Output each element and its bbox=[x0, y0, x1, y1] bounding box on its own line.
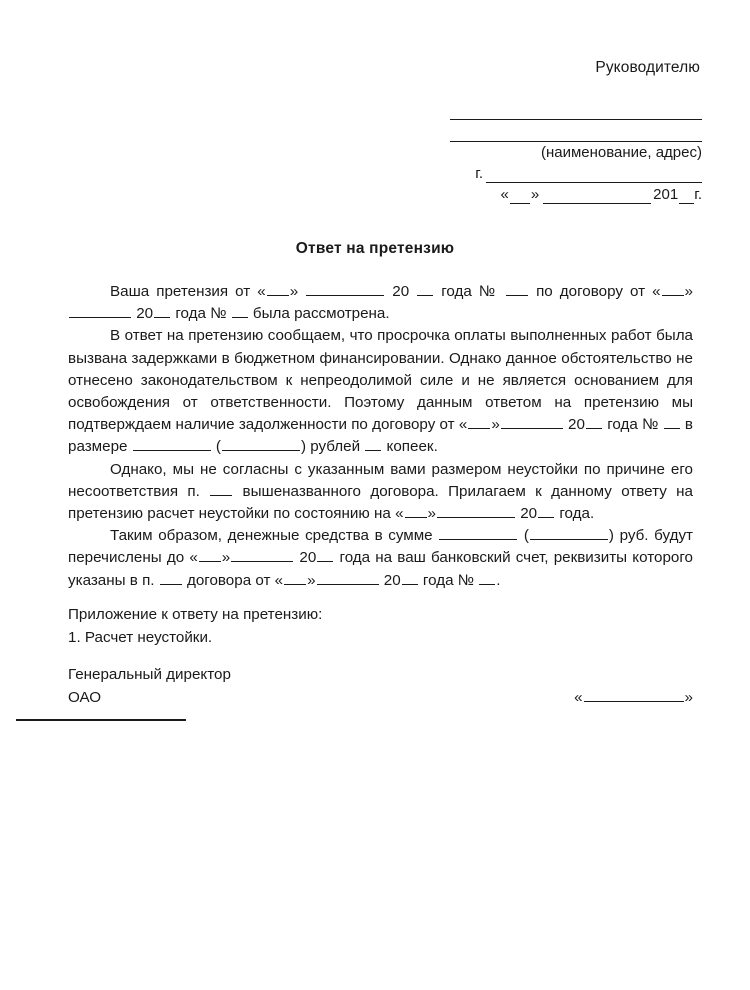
p2-number-blank bbox=[664, 415, 680, 429]
attachments-block bbox=[68, 604, 668, 649]
p1-month-blank bbox=[306, 282, 384, 296]
paragraph-4 bbox=[68, 525, 693, 592]
p1-contract-month-blank bbox=[69, 304, 131, 318]
p1-text-3: 20 bbox=[385, 283, 417, 300]
p4-contract-number-blank bbox=[479, 571, 495, 585]
p1-text-7: 20 bbox=[132, 305, 154, 323]
paragraph-2 bbox=[68, 325, 693, 458]
p3-year-blank bbox=[538, 504, 554, 518]
p1-year-blank bbox=[417, 282, 433, 296]
addressee-title: Руководителю bbox=[595, 59, 700, 76]
p3-text-2: вышеназванного договора. Прилагаем к данному ответу на претензию расчет неустойки по состоянию на « bbox=[68, 482, 694, 523]
p3-text-4: 20 bbox=[515, 505, 538, 523]
p1-contract-number-blank bbox=[232, 304, 248, 318]
p3-text-1: Однако, мы не согласны с указанным вами размером неустойки по причине его несоответствия п. bbox=[68, 460, 693, 500]
signatory-position: Генеральный директор bbox=[68, 666, 231, 683]
addressee-rule-1 bbox=[450, 100, 702, 120]
p4-year-blank bbox=[317, 548, 333, 562]
paragraph-3 bbox=[68, 459, 693, 526]
paragraph-1 bbox=[68, 281, 693, 325]
p4-day-blank bbox=[199, 548, 221, 562]
p2-day-blank bbox=[468, 415, 490, 429]
signature-line bbox=[16, 719, 186, 721]
signature-row bbox=[68, 686, 693, 709]
signatory-org-form: ОАО bbox=[68, 689, 102, 706]
p2-amount-digits-blank bbox=[133, 437, 211, 451]
addressee-rule-2 bbox=[450, 122, 702, 142]
p2-kopecks-blank bbox=[365, 437, 381, 451]
p3-text-5: года. bbox=[555, 505, 595, 523]
p4-text-11: . bbox=[496, 571, 501, 589]
p2-text-7: ) рублей bbox=[300, 438, 365, 456]
p4-text-8: » bbox=[307, 571, 316, 589]
p3-text-3: » bbox=[427, 505, 436, 523]
p1-number-blank bbox=[506, 282, 528, 296]
addressee-block bbox=[450, 58, 702, 204]
p1-text-6: » bbox=[684, 283, 693, 300]
city-blank bbox=[486, 165, 702, 183]
date-close-quote: » bbox=[530, 186, 540, 203]
p4-text-5: 20 bbox=[294, 549, 317, 567]
year-prefix: 201 bbox=[653, 186, 679, 203]
p4-text-2: ( bbox=[518, 527, 529, 545]
city-label: г. bbox=[475, 165, 483, 182]
attachment-item-1: 1. Расчет неустойки. bbox=[68, 628, 213, 646]
p4-text-3: ) руб. будут перечислены до « bbox=[68, 527, 694, 567]
p2-text-1: В ответ на претензию сообщаем, что просрочка оплаты выполненных работ была вызвана задержками в бюджетном финансировании. Однако данное обстоятельство не отнесено законодательством к непреодолимой силе и не является основанием для освобождения от ответственности. Поэтому данным ответом на претензию мы подтверждаем наличие задолженности по договору от « bbox=[68, 327, 693, 434]
p1-text-8: года № bbox=[171, 305, 231, 323]
p1-day-blank bbox=[267, 282, 289, 296]
p4-text-10: года № bbox=[418, 571, 479, 589]
org-name-blank bbox=[584, 687, 684, 702]
date-open-quote: « bbox=[500, 186, 509, 203]
document-body bbox=[68, 281, 693, 592]
p2-month-blank bbox=[501, 415, 563, 429]
p1-text-2: » bbox=[289, 283, 306, 300]
quote-close: » bbox=[684, 689, 693, 706]
p4-contract-year-blank bbox=[402, 571, 418, 585]
p2-amount-words-blank bbox=[222, 437, 300, 451]
p1-text-4: года № bbox=[434, 283, 506, 300]
p4-contract-month-blank bbox=[317, 571, 379, 585]
p1-contract-year-blank bbox=[154, 304, 170, 318]
p1-text-1: Ваша претензия от « bbox=[110, 283, 266, 300]
p1-contract-day-blank bbox=[662, 282, 684, 296]
day-blank bbox=[510, 190, 530, 204]
header-date-row bbox=[450, 186, 702, 204]
p3-clause-blank bbox=[210, 482, 232, 496]
p4-text-9: 20 bbox=[379, 571, 401, 589]
p4-sum-digits-blank bbox=[439, 526, 517, 540]
p4-text-6: года на ваш банковский счет, реквизиты которого указаны в п. bbox=[68, 549, 693, 589]
signatory-org-name-blank bbox=[574, 686, 693, 709]
p4-sum-words-blank bbox=[530, 526, 608, 540]
p4-text-7: договора от « bbox=[182, 571, 284, 589]
year-suffix: г. bbox=[694, 186, 702, 203]
page-title: Ответ на претензию bbox=[295, 240, 455, 257]
p2-year-blank bbox=[586, 415, 602, 429]
p4-month-blank bbox=[231, 548, 293, 562]
p3-month-blank bbox=[437, 504, 515, 518]
p2-text-2: » bbox=[491, 416, 500, 434]
quote-open: « bbox=[574, 689, 583, 706]
signature-block bbox=[68, 663, 693, 709]
p2-text-4: года № bbox=[602, 416, 663, 434]
p4-contract-day-blank bbox=[284, 571, 306, 585]
p2-text-5: в размере bbox=[68, 416, 693, 456]
addressee-caption: (наименование, адрес) bbox=[540, 144, 702, 161]
city-row bbox=[450, 165, 702, 183]
p2-text-8: копеек. bbox=[382, 438, 438, 456]
p2-text-3: 20 bbox=[563, 416, 585, 434]
p1-text-5: по договору от « bbox=[529, 283, 661, 300]
attachments-heading: Приложение к ответу на претензию: bbox=[68, 606, 323, 623]
p3-day-blank bbox=[405, 504, 427, 518]
p2-text-6: ( bbox=[211, 438, 221, 456]
p4-text-1: Таким образом, денежные средства в сумме bbox=[110, 527, 439, 545]
p1-text-9: была рассмотрена. bbox=[248, 305, 390, 323]
p4-clause-blank bbox=[160, 571, 182, 585]
p4-text-4: » bbox=[221, 549, 231, 567]
month-blank bbox=[543, 187, 651, 204]
year-blank bbox=[679, 190, 694, 204]
